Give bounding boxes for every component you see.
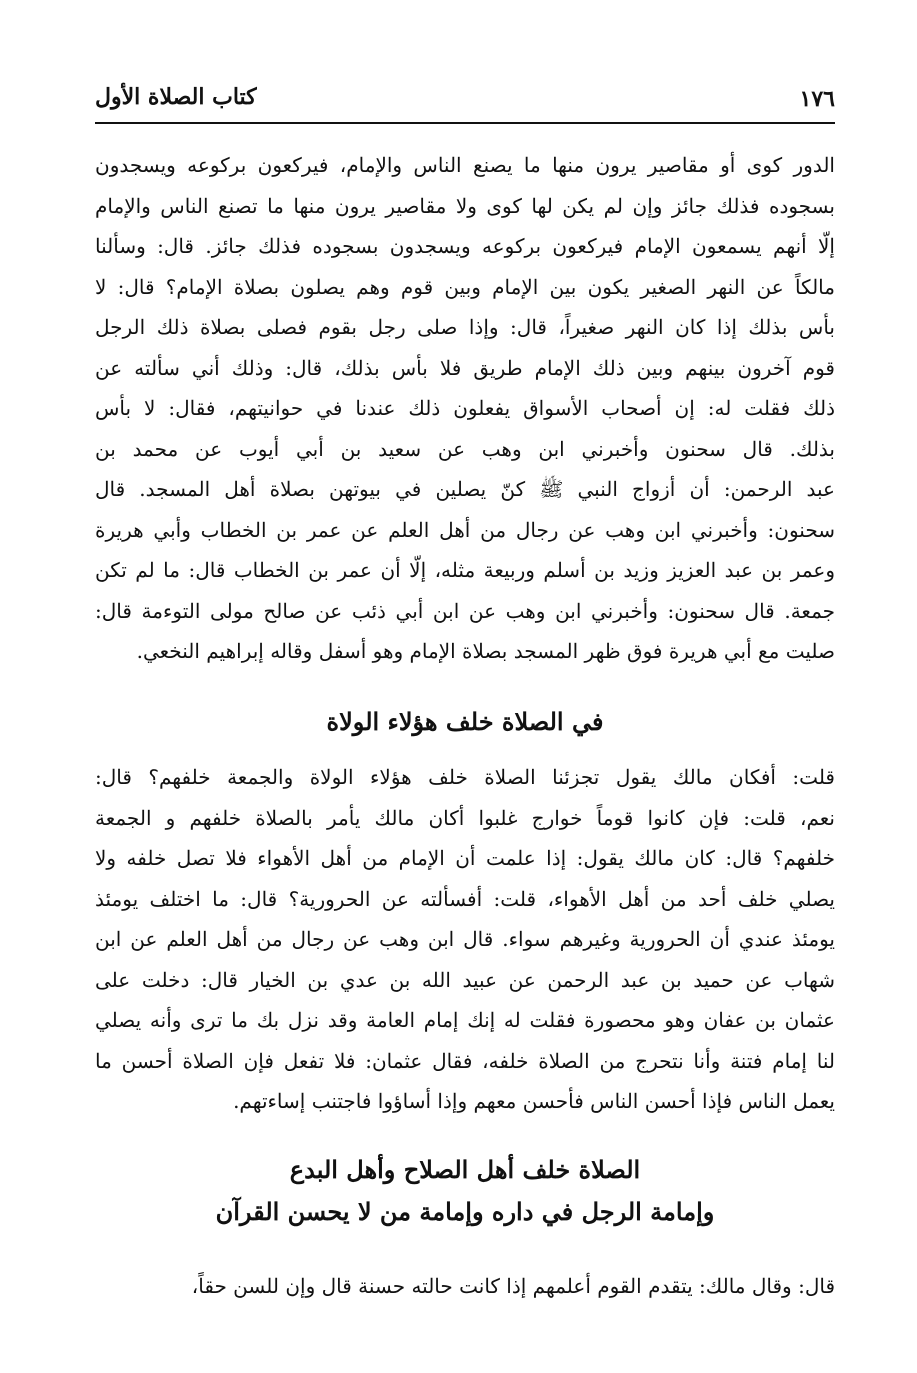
text-line: خلفهم؟ قال: كان مالك يقول: إذا علمت أن الإمام من أهل الأهواء فلا تصل خلفه ولا [95, 846, 835, 870]
running-header [95, 82, 835, 122]
paragraph-3 [95, 1266, 835, 1307]
paragraph-1 [95, 145, 835, 672]
text-line: عبد الرحمن: أن أزواج النبي ﷺ كنّ يصلين في بيوتهن بصلاة أهل المسجد. قال [95, 477, 835, 501]
text-line: جمعة. قال سحنون: وأخبرني ابن وهب عن ابن أبي ذئب عن صالح مولى التوءمة قال: [95, 598, 835, 623]
text-line: بسجوده فذلك جائز وإن لم يكن لها كوى ولا مقاصير يرون منها ما تصنع الناس والإمام [95, 193, 835, 218]
text-line: مالكاً عن النهر الصغير يكون بين الإمام وبين قوم وهم يصلون بصلاة الإمام؟ قال: لا [95, 274, 835, 299]
text-line: وعمر بن عبد العزيز وزيد بن أسلم وربيعة مثله، إلّا أن عمر بن الخطاب قال: ما لم تكن [95, 558, 835, 582]
text-line: شهاب عن حميد بن عبد الرحمن عن عبيد الله بن عدي بن الخيار قال: دخلت على [95, 967, 835, 992]
header-divider [95, 122, 835, 124]
section-heading: في الصلاة خلف هؤلاء الولاة [326, 707, 604, 736]
text-line: ذلك فقلت له: إن أصحاب الأسواق يفعلون ذلك عندنا في حوانيتهم، فقال: لا بأس [95, 396, 835, 420]
section-heading: الصلاة خلف أهل الصلاح وأهل البدع [289, 1155, 641, 1184]
text-line: عثمان بن عفان وهو محصورة فقلت له إنك إمام العامة وقد نزل بك ما ترى وأنه يصلي [95, 1008, 835, 1032]
text-line: يومئذ عندي أن الحرورية وغيرهم سواء. قال ابن وهب عن رجال من أهل العلم عن ابن [95, 927, 835, 951]
text-line: صليت مع أبي هريرة فوق ظهر المسجد بصلاة الإمام وهو أسفل وقاله إبراهيم النخعي. [136, 639, 835, 663]
text-line: إلّا أنهم يسمعون الإمام فيركعون بركوعه ويسجدون بسجوده فذلك جائز. قال: وسألنا [95, 234, 835, 258]
text-line: قوم آخرون بينهم وبين ذلك الإمام طريق فلا بأس بذلك، قال: وذلك أني سألته عن [95, 355, 835, 380]
header-title: كتاب الصلاة الأول [95, 84, 257, 110]
text-line: سحنون: وأخبرني ابن وهب عن رجال من أهل العلم عن عمر بن الخطاب وأبي هريرة [95, 517, 835, 542]
text-line: يصلي خلف أحد من أهل الأهواء، قلت: أفسألته عن الحرورية؟ قال: ما اختلف يومئذ [95, 886, 835, 911]
text-line: الدور كوى أو مقاصير يرون منها ما يصنع الناس والإمام، فيركعون بركوعه ويسجدون [95, 153, 835, 177]
page-number: ١٧٦ [799, 86, 835, 112]
section-heading-subline: وإمامة الرجل في داره وإمامة من لا يحسن القرآن [215, 1197, 715, 1226]
paragraph-2 [95, 757, 835, 1122]
text-line: قلت: أفكان مالك يقول تجزئنا الصلاة خلف هؤلاء الولاة والجمعة خلفهم؟ قال: [95, 765, 835, 789]
text-line: نعم، قلت: فإن كانوا قوماً خوارج غلبوا أكان مالك يأمر بالصلاة خلفهم و الجمعة [95, 805, 835, 830]
text-line: بذلك. قال سحنون وأخبرني ابن وهب عن سعيد بن أبي أيوب عن محمد بن [95, 436, 835, 461]
text-line: يعمل الناس فإذا أحسن الناس فأحسن معهم وإذا أساؤوا فاجتنب إساءتهم. [233, 1089, 835, 1113]
text-line: لنا إمام فتنة وأنا نتحرج من الصلاة خلفه، فقال عثمان: فلا تفعل فإن الصلاة أحسن ما [95, 1048, 835, 1073]
text-line: قال: وقال مالك: يتقدم القوم أعلمهم إذا كانت حالته حسنة قال وإن للسن حقاً، [191, 1274, 835, 1298]
text-line: بأس بذلك إذا كان النهر صغيراً، قال: وإذا صلى رجل بقوم فصلى بصلاة ذلك الرجل [95, 315, 835, 339]
